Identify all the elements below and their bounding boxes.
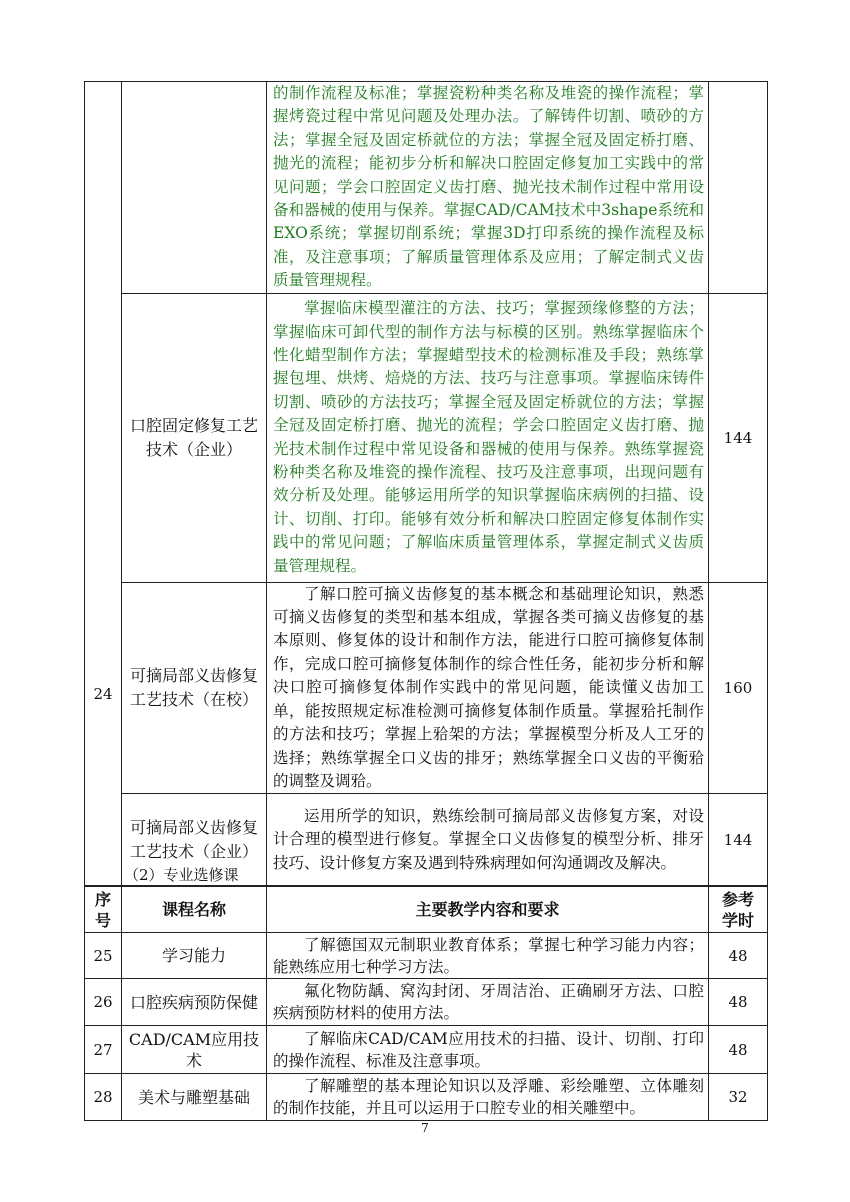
course-name-cell bbox=[122, 582, 267, 794]
page-number: 7 bbox=[421, 1121, 429, 1135]
table-row bbox=[85, 293, 768, 582]
course-hours-cell bbox=[709, 293, 768, 582]
table-header-row bbox=[85, 887, 768, 933]
course-hours-cell: 32 bbox=[709, 1074, 768, 1121]
course-name-cell bbox=[122, 82, 267, 294]
course-content: 运用所学的知识，熟练绘制可摘局部义齿修复方案，对设计合理的模型进行修复。掌握全口义齿修复的模型分析、排牙技巧、设计修复方案及遇到特殊病理如何沟通调改及解决。 bbox=[273, 806, 704, 872]
course-content-cell: 氟化物防龋、窝沟封闭、牙周洁治、正确刷牙方法、口腔疾病预防材料的使用方法。 bbox=[267, 979, 709, 1026]
table-row bbox=[85, 582, 768, 794]
course-content-cell bbox=[267, 293, 709, 582]
course-content-cell bbox=[267, 82, 709, 294]
course-hours-cell bbox=[709, 582, 768, 794]
course-hours-cell: 48 bbox=[709, 933, 768, 979]
course-number-cell: 28 bbox=[85, 1074, 122, 1121]
course-hours-cell: 48 bbox=[709, 979, 768, 1026]
course-name-cell: 美术与雕塑基础 bbox=[122, 1074, 267, 1121]
table-row bbox=[85, 979, 768, 1026]
course-content-cell: 了解德国双元制职业教育体系；掌握七种学习能力内容；能熟练应用七种学习方法。 bbox=[267, 933, 709, 979]
course-table-continued bbox=[84, 81, 768, 886]
course-number-cell: 25 bbox=[85, 933, 122, 979]
course-number-cell: 27 bbox=[85, 1026, 122, 1074]
header-number: 序号 bbox=[85, 887, 122, 933]
section-caption: （2）专业选修课 bbox=[124, 866, 239, 884]
course-number-cell: 26 bbox=[85, 979, 122, 1026]
course-hours: 144 bbox=[723, 830, 753, 849]
course-name: 口腔固定修复工艺技术（企业） bbox=[130, 415, 259, 459]
course-name: 可摘局部义齿修复工艺技术（在校） bbox=[130, 665, 259, 709]
course-name-cell: 口腔疾病预防保健 bbox=[122, 979, 267, 1026]
table-row bbox=[85, 1026, 768, 1074]
course-hours-cell bbox=[709, 82, 768, 294]
course-content: 的制作流程及标准；掌握瓷粉种类名称及堆瓷的操作流程；掌握烤瓷过程中常见问题及处理办法。了解铸件切割、喷砂的方法；掌握全冠及固定桥就位的方法；掌握全冠及固定桥打磨、抛光的流程；能初步分析和解决口腔固定修复加工实践中的常见问题；学会口腔固定义齿打磨、抛光技术制作过程中常用设备和器械的使用与保养。掌握CAD/CAM技术中3shape系统和EXO系统；掌握切削系统；掌握3D打印系统的操作流程及标准，及注意事项；了解质量管理体系及应用；了解定制式义齿质量管理规程。 bbox=[273, 84, 704, 290]
course-hours-cell: 48 bbox=[709, 1026, 768, 1074]
table-row bbox=[85, 933, 768, 979]
header-content: 主要教学内容和要求 bbox=[267, 887, 709, 933]
course-number-cell bbox=[85, 82, 122, 886]
course-content-cell: 了解临床CAD/CAM应用技术的扫描、设计、切削、打印的操作流程、标准及注意事项。 bbox=[267, 1026, 709, 1074]
header-course-name: 课程名称 bbox=[122, 887, 267, 933]
course-name-cell bbox=[122, 293, 267, 582]
course-content: 了解口腔可摘义齿修复的基本概念和基础理论知识，熟悉可摘义齿修复的类型和基本组成，掌握各类可摘义齿修复的基本原则、修复体的设计和制作方法，能进行口腔可摘修复体制作，完成口腔可摘修复体制作的综合性任务，能初步分析和解决口腔可摘修复体制作实践中的常见问题，能读懂义齿加工单，能按照规定标准检测可摘修复体制作质量。掌握𬌗托制作的方法和技巧；掌握上𬌗架的方法；掌握模型分析及人工牙的选择；熟练掌握全口义齿的排牙；熟练掌握全口义齿的平衡𬌗的调整及调𬌗。 bbox=[273, 584, 704, 790]
table-row bbox=[85, 82, 768, 294]
course-hours: 160 bbox=[723, 678, 753, 697]
course-hours-cell bbox=[709, 794, 768, 886]
course-hours: 144 bbox=[723, 428, 753, 447]
table-row bbox=[85, 1074, 768, 1121]
course-content-cell bbox=[267, 582, 709, 794]
course-content-cell bbox=[267, 794, 709, 886]
course-number: 24 bbox=[93, 684, 113, 703]
course-content: 掌握临床模型灌注的方法、技巧；掌握颈缘修整的方法；掌握临床可卸代型的制作方法与标模的区别。熟练掌握临床个性化蜡型制作方法；掌握蜡型技术的检测标准及手段；熟练掌握包埋、烘烤、焙烧的方法、技巧与注意事项。掌握临床铸件切割、喷砂的方法技巧；掌握全冠及固定桥就位的方法；掌握全冠及固定桥打磨、抛光的流程；学会口腔固定义齿打磨、抛光技术制作过程中常见设备和器械的使用与保养。熟练掌握瓷粉种类名称及堆瓷的操作流程、技巧及注意事项，出现问题有效分析及处理。能够运用所学的知识掌握临床病例的扫描、设计、切削、打印。能够有效分析和解决口腔固定修复体制作实践中的常见问题；了解临床质量管理体系，掌握定制式义齿质量管理规程。 bbox=[273, 299, 704, 575]
course-name-cell: CAD/CAM应用技术 bbox=[122, 1026, 267, 1074]
course-name-cell: 学习能力 bbox=[122, 933, 267, 979]
header-hours: 参考学时 bbox=[709, 887, 768, 933]
course-name: 可摘局部义齿修复工艺技术（企业） bbox=[130, 817, 259, 861]
elective-course-table bbox=[84, 886, 768, 1121]
course-content-cell: 了解雕塑的基本理论知识以及浮雕、彩绘雕塑、立体雕刻的制作技能，并且可以运用于口腔专业的相关雕塑中。 bbox=[267, 1074, 709, 1121]
